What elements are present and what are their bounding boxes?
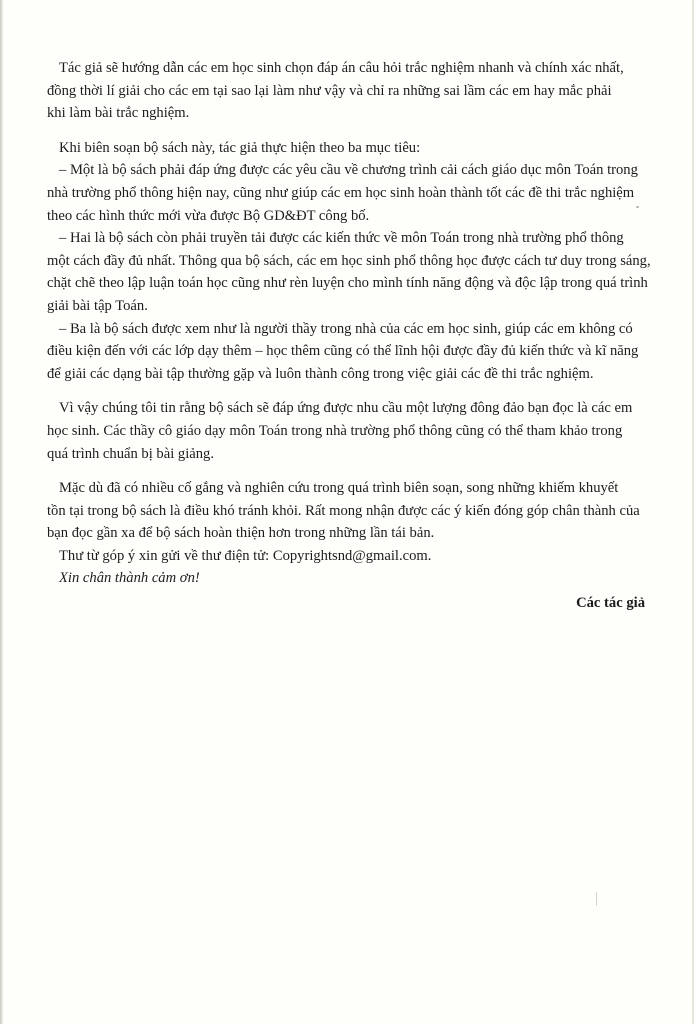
text-line: để giải các dạng bài tập thường gặp và luôn thành công trong việc giải các đề thi trắc nghiệm. xyxy=(47,365,594,382)
preface-body xyxy=(47,57,651,615)
contact-line: Thư từ góp ý xin gửi về thư điện tử: Copyrightsnd@gmail.com. xyxy=(59,547,432,564)
page-left-edge xyxy=(0,0,3,1024)
paragraph-thanks xyxy=(47,567,647,590)
text-line: khi làm bài trắc nghiệm. xyxy=(47,105,190,122)
text-line: đồng thời lí giải cho các em tại sao lại làm như vậy và chỉ ra những sai lầm các em hay mắc phải xyxy=(47,82,612,99)
text-line: quá trình chuẩn bị bài giảng. xyxy=(47,445,214,462)
text-line: Tác giả sẽ hướng dẫn các em học sinh chọn đáp án câu hỏi trắc nghiệm nhanh và chính xác nhất, xyxy=(59,60,624,76)
text-line: nhà trường phổ thông hiện nay, cũng như giúp các em học sinh hoàn thành tốt các đề thi trắc nghiệm xyxy=(47,184,635,201)
text-line: theo các hình thức mới vừa được Bộ GD&ĐT công bố. xyxy=(47,207,370,224)
thanks-line: Xin chân thành cảm ơn! xyxy=(59,570,200,587)
paragraph-goal-two xyxy=(47,227,651,317)
paragraph-gap xyxy=(47,465,647,477)
paragraph-goal-one xyxy=(47,159,647,227)
text-line: – Một là bộ sách phải đáp ứng được các yêu cầu về chương trình cải cách giáo dục môn Toán trong xyxy=(59,162,638,179)
text-line: giải bài tập Toán. xyxy=(47,297,148,314)
text-line: Vì vậy chúng tôi tin rằng bộ sách sẽ đáp ứng được nhu cầu một lượng đông đảo bạn đọc là các em xyxy=(59,400,633,417)
scan-speck xyxy=(636,206,639,208)
text-line: bạn đọc gần xa để bộ sách hoàn thiện hơn trong những lần tái bản. xyxy=(47,525,435,542)
paragraph-goal-three xyxy=(47,318,647,386)
text-line: Khi biên soạn bộ sách này, tác giả thực hiện theo ba mục tiêu: xyxy=(59,139,421,156)
text-line: Mặc dù đã có nhiều cố gắng và nghiên cứu trong quá trình biên soạn, song những khiếm khuyết xyxy=(59,480,619,497)
text-line: chặt chẽ theo lập luận toán học cũng như rèn luyện cho mình tính năng động và độc lập trong quá trình xyxy=(47,275,648,292)
text-line: – Hai là bộ sách còn phải truyền tải được các kiến thức về môn Toán trong nhà trường phổ thông xyxy=(59,230,624,247)
text-line: – Ba là bộ sách được xem như là người thầy trong nhà của các em học sinh, giúp các em không có xyxy=(59,320,633,337)
text-line: điều kiện đến với các lớp dạy thêm – học thêm cũng có thể lĩnh hội được đầy đủ kiến thức và kĩ năng xyxy=(47,343,639,360)
paragraph-feedback xyxy=(47,477,647,545)
paragraph-contact xyxy=(47,545,647,568)
paragraph-intro xyxy=(47,57,647,125)
paragraph-belief xyxy=(47,397,647,465)
paragraph-gap xyxy=(47,125,647,137)
text-line: một cách đầy đủ nhất. Thông qua bộ sách, các em học sinh phổ thông học được cách tư duy trong sáng, xyxy=(47,252,651,269)
text-line: tồn tại trong bộ sách là điều khó tránh khỏi. Rất mong nhận được các ý kiến đóng góp chân thành của xyxy=(47,502,640,519)
scan-speck xyxy=(596,892,597,906)
paragraph-gap xyxy=(47,385,647,397)
paragraph-goals-intro xyxy=(47,137,647,160)
text-line: học sinh. Các thầy cô giáo dạy môn Toán trong nhà trường phổ thông cũng có thể tham khảo trong xyxy=(47,422,623,439)
signature: Các tác giả xyxy=(576,595,645,612)
